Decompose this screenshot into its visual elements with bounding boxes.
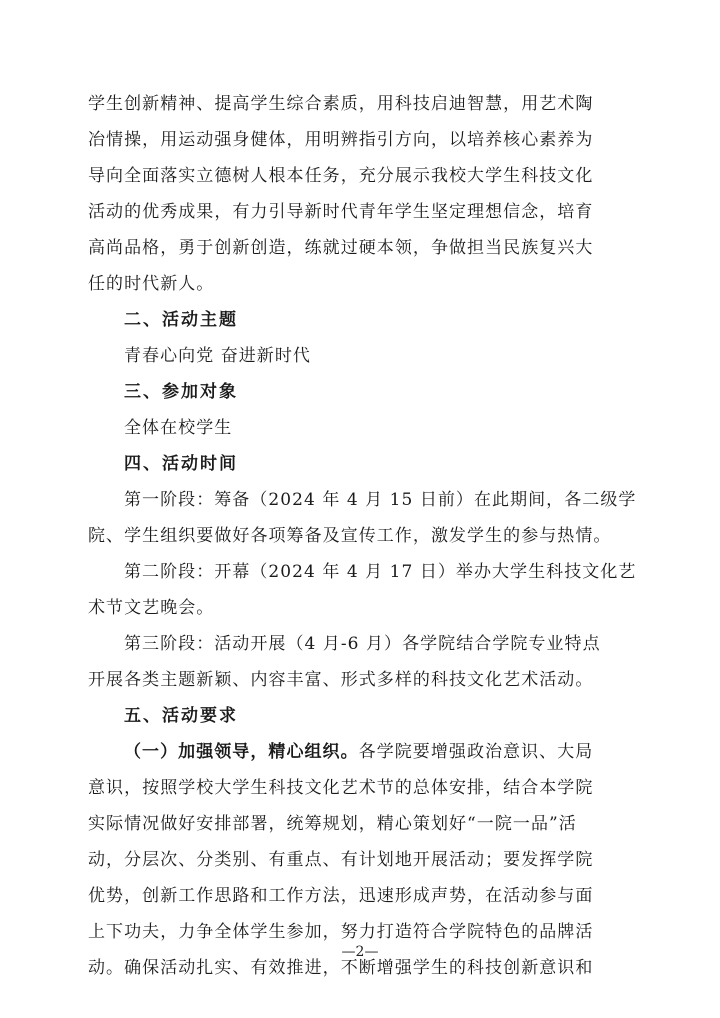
- intro-line-3: 导向全面落实立德树人根本任务，充分展示我校大学生科技文化: [88, 166, 594, 186]
- requirement1-line-3: 实际情况做好安排部署，统筹规划，精心策划好“一院一品”活: [88, 814, 577, 834]
- intro-line-4: 活动的优秀成果，有力引导新时代青年学生坚定理想信念，培育: [88, 202, 594, 222]
- requirement1-line-6: 上下功夫，力争全体学生参加，努力打造符合学院特色的品牌活: [88, 922, 594, 942]
- section-heading-requirements: 五、活动要求: [124, 706, 238, 726]
- page-number: —2—: [341, 944, 379, 960]
- requirement1-line-7: 动。确保活动扎实、有效推进，不断增强学生的科技创新意识和: [88, 958, 594, 978]
- participants-text: 全体在校学生: [124, 418, 233, 438]
- stage1-line-1: 第一阶段：筹备（2024 年 4 月 15 日前）在此期间，各二级学: [124, 490, 637, 510]
- requirement1-line-2: 意识，按照学校大学生科技文化艺术节的总体安排，结合本学院: [88, 778, 594, 798]
- document-page: [88, 86, 636, 986]
- stage3-line-2: 开展各类主题新颖、内容丰富、形式多样的科技文化艺术活动。: [88, 670, 594, 690]
- requirement1-line-5: 优势，创新工作思路和工作方法，迅速形成声势，在活动参与面: [88, 886, 594, 906]
- requirement1-first-rest: 各学院要增强政治意识、大局: [358, 742, 594, 762]
- section-heading-schedule: 四、活动时间: [124, 454, 238, 474]
- section-heading-theme: 二、活动主题: [124, 310, 238, 330]
- stage2-line-2: 术节文艺晚会。: [88, 598, 215, 618]
- requirement1-line-1: [88, 734, 636, 770]
- requirement1-lead: （一）加强领导，精心组织。: [124, 742, 359, 762]
- intro-line-6: 任的时代新人。: [88, 274, 215, 294]
- intro-line-2: 冶情操，用运动强身健体，用明辨指引方向，以培养核心素养为: [88, 130, 594, 150]
- intro-line-5: 高尚品格，勇于创新创造，练就过硬本领，争做担当民族复兴大: [88, 238, 594, 258]
- requirement1-line-4: 动，分层次、分类别、有重点、有计划地开展活动；要发挥学院: [88, 850, 594, 870]
- intro-line-1: 学生创新精神、提高学生综合素质，用科技启迪智慧，用艺术陶: [88, 94, 594, 114]
- stage3-line-1: 第三阶段：活动开展（4 月-6 月）各学院结合学院专业特点: [124, 634, 601, 654]
- stage1-line-2: 院、学生组织要做好各项筹备及宣传工作，激发学生的参与热情。: [88, 526, 612, 546]
- theme-text: 青春心向党 奋进新时代: [124, 346, 311, 366]
- section-heading-participants: 三、参加对象: [124, 382, 238, 402]
- stage2-line-1: 第二阶段：开幕（2024 年 4 月 17 日）举办大学生科技文化艺: [124, 562, 637, 582]
